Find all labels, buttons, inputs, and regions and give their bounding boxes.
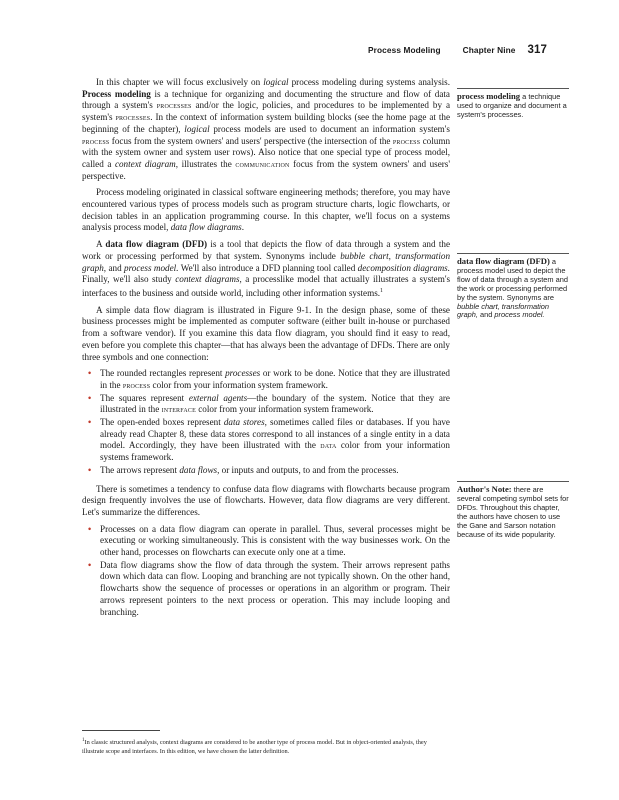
margin-note-authors-note: Author's Note: there are several competing symbol sets for DFDs. Throughout this chapter, the authors have chosen to use the Gane and Sarson notation because of its wide popularity. [457, 481, 569, 539]
bullet-icon: • [88, 464, 92, 475]
paragraph-intro: In this chapter we will focus exclusively on logical process modeling during systems analysis. Process modeling is a technique for organizing and documenting the structure and flow of data through a system's processes and/or the logic, policies, and procedures to be implemented by a system's processes. In the context of information system building blocks (see the home page at the beginning of the chapter), logical process models are used to document an information system's process focus from the system owners' and users' perspective (the intersection of the process column with the system owner and system user rows). Also notice that one special type of process model, called a context diagram, illustrates the communication focus from the system owners' and users' perspective. [82, 77, 451, 181]
symbol-list [82, 368, 450, 476]
bullet-icon: • [88, 559, 92, 570]
bullet-icon: • [88, 368, 92, 379]
paragraph-flowchart-confusion: There is sometimes a tendency to confuse data flow diagrams with flowcharts because program design frequently involves the use of flowcharts. However, data flow diagrams are very different. Let's summarize the differences. [82, 483, 450, 517]
bullet-icon: • [88, 523, 92, 534]
paragraph-simple-dfd: A simple data flow diagram is illustrated in Figure 9-1. In the design phase, some of these business processes might be implemented as computer software (either built in-house or purchased from a software vendor). If you examine this data flow diagram, you should find it easy to read, even before you complete this chapter—that has always been the advantage of DFDs. There are only three symbols and one connection: [82, 304, 450, 362]
list-item: • Data flow diagrams show the flow of data through the system. Their arrows represent paths down which data can flow. Looping and branching are not typically shown. On the other hand, flowcharts show the sequence of processes or operations in an algorithm or program. Their arrows represent pointers to the next process or operation. This may include looping and branching. [88, 559, 450, 617]
footnote-divider [82, 730, 160, 731]
bullet-icon: • [88, 392, 92, 403]
margin-note-dfd: data flow diagram (DFD) a process model used to depict the flow of data through a system and the work or processing performed by the system. Synonyms are bubble chart, transformation graph, and process model. [457, 253, 569, 320]
chapter-label: Chapter Nine [462, 45, 516, 55]
list-item: • The squares represent external agents—the boundary of the system. Notice that they are illustrated in the interface color from your information system framework. [88, 392, 450, 415]
bullet-icon: • [88, 417, 92, 428]
running-header [368, 44, 547, 56]
footnote: $^1$In classic structured analysis, context diagrams are considered to be another type of process model. But in object-oriented analysis, they illustrate scope and interfaces. In this edition, we have chosen the latter definition. [82, 738, 427, 755]
list-item: • The rounded rectangles represent processes or work to be done. Notice that they are illustrated in the process color from your information system framework. [88, 368, 450, 390]
page-number: 317 [527, 44, 547, 56]
term-dfd: data flow diagram (DFD) [105, 239, 208, 250]
main-text-column [82, 77, 450, 625]
list-item: • The open-ended boxes represent data stores, sometimes called files or databases. If you have already read Chapter 8, these data stores correspond to all instances of a single entity in a data model. Accordingly, they have been illustrated with the data color from your information systems framework. [88, 417, 450, 463]
list-item: • The arrows represent data flows, or inputs and outputs, to and from the processes. [88, 464, 399, 475]
margin-note-process-modeling: process modeling a technique used to organize and document a system's processes. [457, 88, 569, 120]
footnote-marker: 1 [380, 287, 384, 294]
differences-list [82, 524, 450, 619]
section-title: Process Modeling [368, 45, 441, 55]
paragraph-origins: Process modeling originated in classical software engineering methods; therefore, you may have encountered various types of process models such as program structure charts, logic flowcharts, or decision tables in an application programming course. In this chapter, we'll focus on a systems analysis process model, data flow diagrams. [82, 187, 450, 233]
term-process-modeling: Process modeling [82, 88, 151, 99]
paragraph-dfd-definition: A data flow diagram (DFD) is a tool that depicts the flow of data through a system and the work or processing performed by that system. Synonyms include bubble chart, transformation graph, and process model. We'll also introduce a DFD planning tool called decomposition diagrams. Finally, we'll also study context diagrams, a processlike model that actually illustrates a system's interfaces to the business and outside world, including other information systems.$^1$ [82, 239, 451, 298]
list-item: • Processes on a data flow diagram can operate in parallel. Thus, several processes might be executing or working simultaneously. This is consistent with the way businesses work. On the other hand, processes on flowcharts can execute only one at a time. [88, 523, 450, 558]
